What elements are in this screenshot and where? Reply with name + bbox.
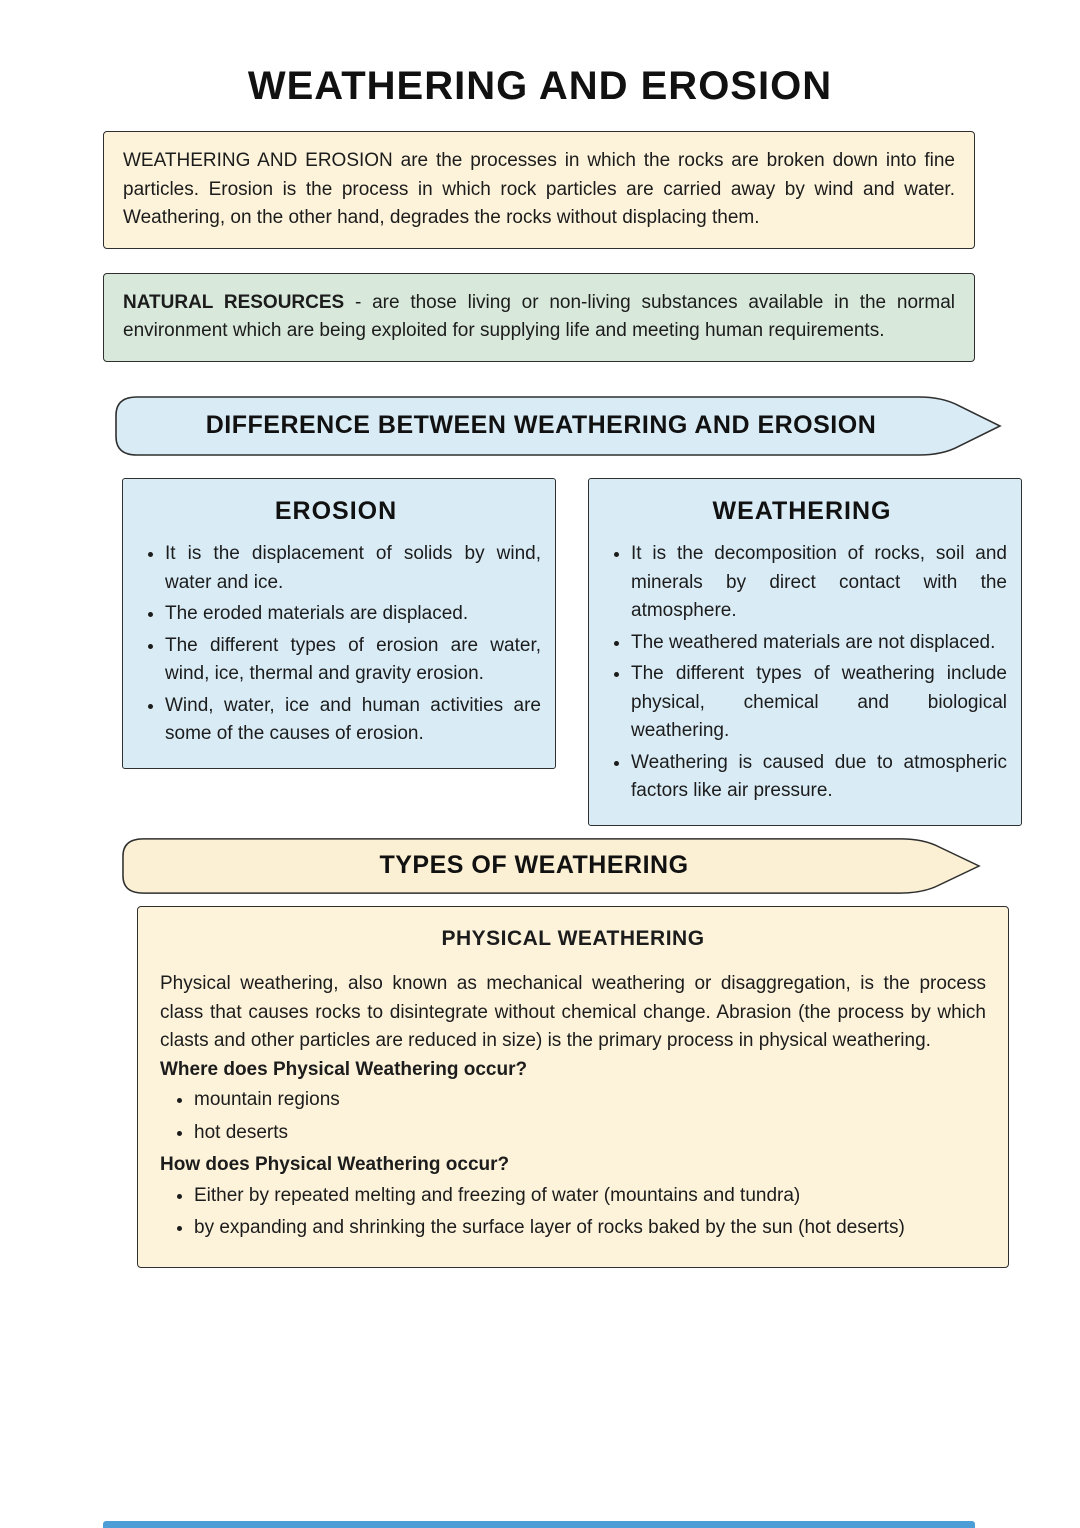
how-heading: How does Physical Weathering occur? <box>160 1154 510 1175</box>
bullet-item: • It is the displacement of solids by wind, water and ice. <box>165 540 541 597</box>
difference-banner-label: DIFFERENCE BETWEEN WEATHERING AND EROSION <box>205 411 877 439</box>
natural-resources-text <box>123 289 955 346</box>
bullet-item: • Wind, water, ice and human activities are some of the causes of erosion. <box>165 692 541 749</box>
bullet-item: • by expanding and shrinking the surface layer of rocks baked by the sun (hot deserts) <box>194 1214 986 1243</box>
bullet-item: • The weathered materials are not displaced. <box>631 629 1007 658</box>
where-bullet-list <box>160 1086 986 1147</box>
page-title: WEATHERING AND EROSION <box>247 64 833 108</box>
bullet-item: • The different types of erosion are water, wind, ice, thermal and gravity erosion. <box>165 632 541 689</box>
natural-resources-box <box>103 273 975 362</box>
where-heading: Where does Physical Weathering occur? <box>160 1058 528 1080</box>
natural-resources-lead: NATURAL RESOURCES <box>123 291 345 313</box>
erosion-card-title: EROSION <box>274 496 398 525</box>
physical-weathering-box <box>137 906 1009 1268</box>
bullet-item: • The eroded materials are displaced. <box>165 600 541 629</box>
physical-weathering-title: PHYSICAL WEATHERING <box>441 926 705 950</box>
physical-weathering-paragraph: Physical weathering, also known as mechanical weathering or disaggregation, is the process class that causes rocks to disintegrate without chemical change. Abrasion (the process by which clasts and other particles are reduced in size) is the primary process in physical weathering. <box>160 973 986 1051</box>
bullet-item: • It is the decomposition of rocks, soil and minerals by direct contact with the atmosphere. <box>631 540 1007 626</box>
intro-definition-text: WEATHERING AND EROSION are the processes in which the rocks are broken down into fine particles. Erosion is the process in which rock particles are carried away by wind and water. Weathering, on the other hand, degrades the rocks without displacing them. <box>123 150 955 228</box>
weathering-card <box>588 478 1022 826</box>
weathering-card-title: WEATHERING <box>712 496 892 525</box>
page-bottom-accent-strip <box>103 1521 975 1528</box>
erosion-bullet-list <box>131 540 541 749</box>
how-bullet-list <box>160 1182 986 1243</box>
difference-banner <box>115 396 1003 456</box>
bullet-item: • hot deserts <box>194 1119 986 1148</box>
types-banner-label: TYPES OF WEATHERING <box>379 851 689 879</box>
types-of-weathering-banner <box>122 838 982 894</box>
weathering-bullet-list <box>597 540 1007 806</box>
intro-definition-box <box>103 131 975 249</box>
bullet-item: • Weathering is caused due to atmospheric factors like air pressure. <box>631 749 1007 806</box>
comparison-columns <box>122 478 1022 826</box>
bullet-item: • Either by repeated melting and freezing of water (mountains and tundra) <box>194 1182 986 1211</box>
bullet-item: • mountain regions <box>194 1086 986 1115</box>
erosion-card <box>122 478 556 769</box>
natural-resources-body: - are those living or non-living substances available in the normal environment which are being exploited for supplying life and meeting human requirements. <box>123 291 955 341</box>
bullet-item: • The different types of weathering include physical, chemical and biological weathering. <box>631 660 1007 746</box>
